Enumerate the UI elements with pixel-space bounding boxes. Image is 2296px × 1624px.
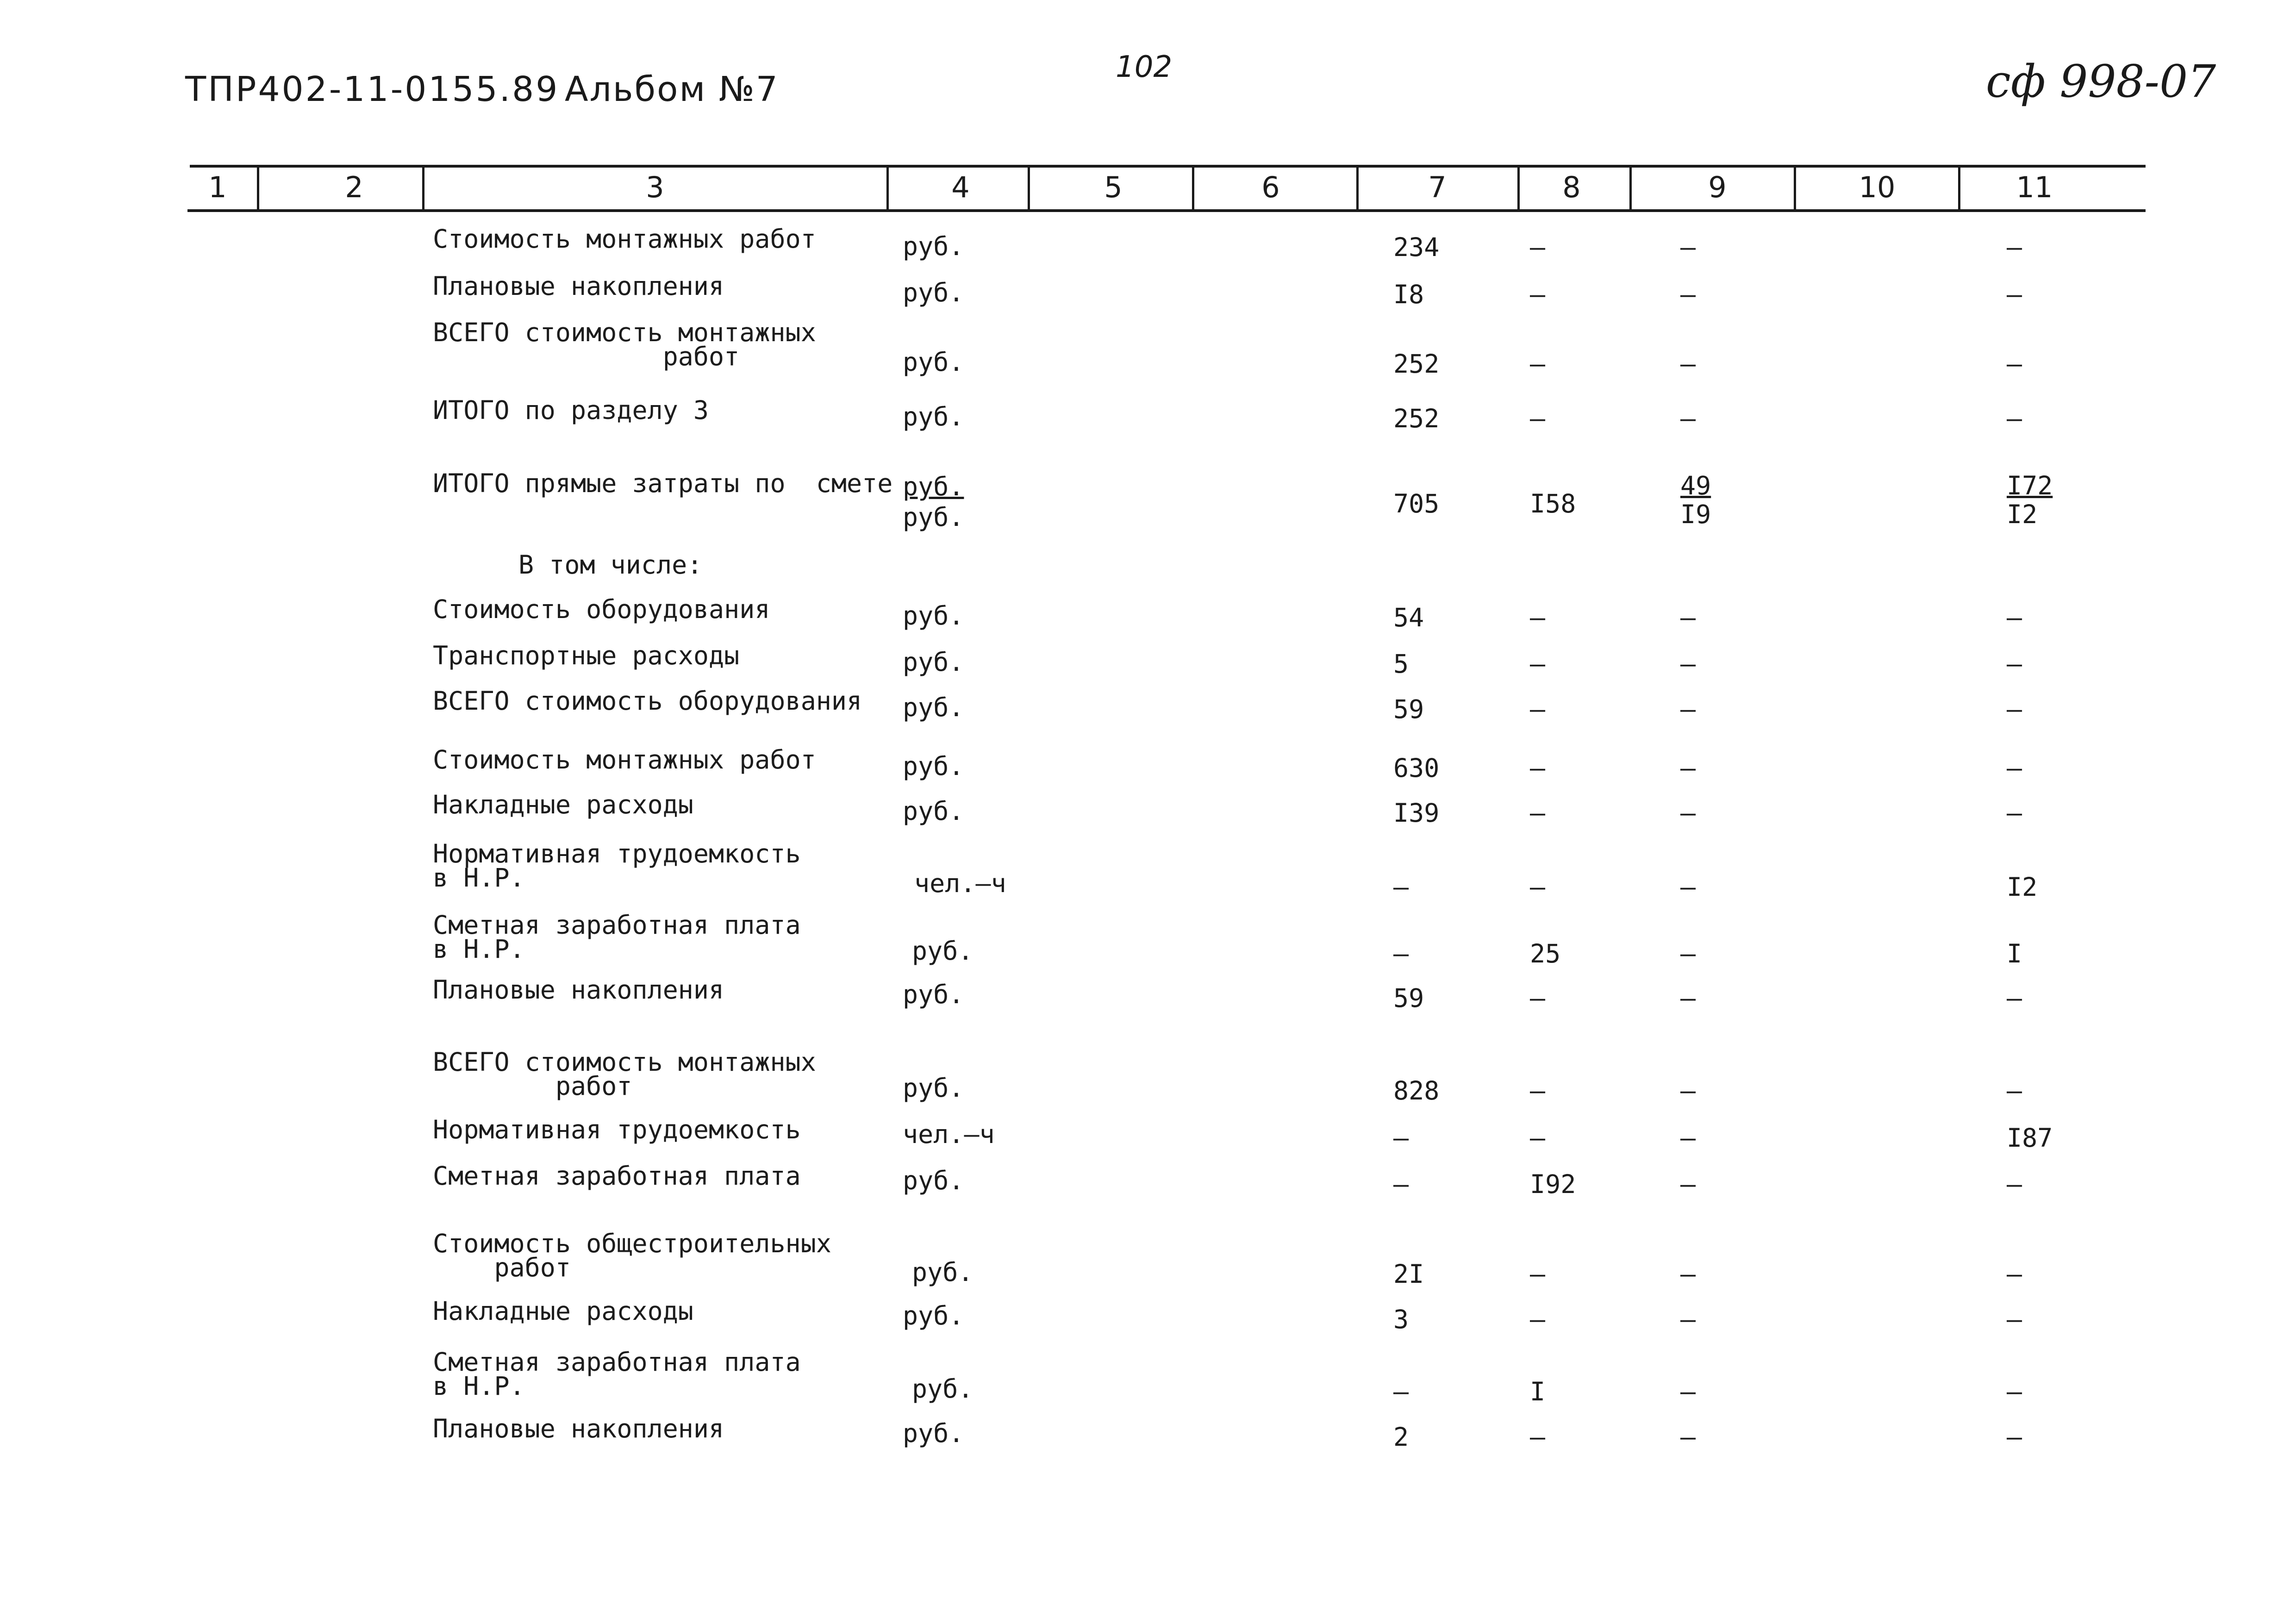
cell-col7: – [1393,1377,1409,1406]
row-description: ВСЕГО стоимость оборудования [433,686,862,716]
row-description: ВСЕГО стоимость монтажных работ [433,1047,816,1101]
cell-col8: – [1530,694,1546,724]
row-description: Сметная заработная плата [433,1161,801,1191]
row-unit: руб. [903,647,964,677]
cell-col7: 252 [1393,349,1440,379]
cell-col7: 234 [1393,232,1440,262]
cell-col8: – [1530,280,1546,309]
cell-col7: I39 [1393,798,1440,828]
row-unit: руб. [903,693,964,722]
row-description: Стоимость монтажных работ [433,224,816,254]
cell-col11: – [2007,280,2022,309]
subsection-note: В том числе: [518,550,703,580]
cell-col8: – [1530,1123,1546,1153]
row-unit: руб. [912,936,973,966]
row-unit: руб. [903,796,964,826]
fraction-numerator: 49 [1680,471,1711,500]
column-number-11: 11 [2016,170,2053,204]
column-divider [257,167,259,211]
cell-col9: – [1680,1169,1696,1199]
album-label: Альбом №7 [565,69,779,109]
cell-col8: – [1530,753,1546,783]
cell-col8: I [1530,1377,1546,1406]
column-number-1: 1 [208,170,227,204]
table-header-top-rule [190,165,2146,168]
row-description: Плановые накопления [433,1414,724,1443]
cell-col11: – [2007,1076,2022,1106]
row-unit-top: руб. [903,472,964,501]
row-unit: руб. [903,751,964,781]
column-divider [1517,167,1520,211]
cell-col8: I92 [1530,1169,1576,1199]
cell-col11: – [2007,349,2022,379]
cell-col8: – [1530,1422,1546,1452]
column-divider [1629,167,1632,211]
row-unit: чел.–ч [903,1119,995,1149]
cell-col8: – [1530,404,1546,433]
cell-col9: – [1680,603,1696,632]
column-divider [1192,167,1194,211]
fraction-denominator: I2 [2007,500,2038,529]
row-description: Стоимость общестроительных работ [433,1229,831,1282]
row-description: Плановые накопления [433,975,724,1005]
cell-col8: – [1530,983,1546,1013]
cell-col9: – [1680,983,1696,1013]
column-divider [1794,167,1796,211]
row-unit: руб. [903,1418,964,1448]
fraction-numerator: I72 [2007,471,2053,500]
row-description: Нормативная трудоемкость [433,1115,801,1144]
row-description: ИТОГО прямые затраты по смете [433,468,893,498]
cell-col9: – [1680,694,1696,724]
row-description: Сметная заработная плата в Н.Р. [433,1347,801,1401]
cell-col8: – [1530,603,1546,632]
row-unit: руб. [903,601,964,631]
cell-col7: 828 [1393,1076,1440,1106]
cell-col11: – [2007,649,2022,679]
cell-col11: – [2007,1259,2022,1289]
fraction-denominator: I9 [1680,500,1711,529]
cell-col9: – [1680,1305,1696,1334]
row-unit [903,471,964,532]
cell-col8: – [1530,649,1546,679]
cell-col11: – [2007,798,2022,828]
cell-col9: – [1680,753,1696,783]
cell-col8: – [1530,349,1546,379]
cell-col7: – [1393,939,1409,968]
cell-col9: – [1680,349,1696,379]
cell-col11: – [2007,232,2022,262]
cell-col9: – [1680,1377,1696,1406]
cell-col9: – [1680,1076,1696,1106]
column-number-7: 7 [1428,170,1447,204]
cell-col7: 3 [1393,1305,1409,1334]
row-unit: руб. [903,1073,964,1103]
cell-col7: 5 [1393,649,1409,679]
row-unit: руб. [912,1257,973,1287]
cell-col7: – [1393,1123,1409,1153]
cell-col9: – [1680,872,1696,902]
cell-col11: – [2007,1422,2022,1452]
row-description: Стоимость оборудования [433,594,770,624]
row-description: Накладные расходы [433,790,693,819]
cell-col7: 630 [1393,753,1440,783]
column-divider [1958,167,1960,211]
cell-col11: – [2007,1377,2022,1406]
cell-col8: – [1530,872,1546,902]
cell-col7: 59 [1393,983,1424,1013]
cell-col11: – [2007,603,2022,632]
cell-col7: 54 [1393,603,1424,632]
cell-col9-fraction [1680,471,1711,529]
row-description: Транспортные расходы [433,641,740,670]
cell-col7: 705 [1393,489,1440,518]
cell-col9: – [1680,939,1696,968]
cell-col7: 252 [1393,404,1440,433]
cell-col11: – [2007,1169,2022,1199]
cell-col11: I2 [2007,872,2038,902]
row-unit: руб. [903,402,964,431]
document-code: ТПР402-11-0155.89 [185,69,560,109]
cell-col11: – [2007,694,2022,724]
column-number-5: 5 [1104,170,1123,204]
column-number-8: 8 [1562,170,1581,204]
reference-code: сф 998-07 [1986,56,2216,107]
row-unit: руб. [903,231,964,261]
cell-col11-fraction [2007,471,2053,529]
cell-col9: – [1680,280,1696,309]
cell-col11: – [2007,983,2022,1013]
row-description: Стоимость монтажных работ [433,745,816,775]
column-divider [1356,167,1359,211]
row-description: Плановые накопления [433,271,724,301]
row-unit: руб. [903,1166,964,1195]
page-number: 102 [1116,50,1173,84]
row-unit: руб. [903,1301,964,1330]
cell-col7: – [1393,1169,1409,1199]
row-unit-bottom: руб. [903,502,964,532]
cell-col7: – [1393,872,1409,902]
cell-col11: I87 [2007,1123,2053,1153]
column-number-10: 10 [1859,170,1896,204]
row-unit: руб. [903,980,964,1009]
cell-col8: – [1530,1259,1546,1289]
column-number-9: 9 [1708,170,1727,204]
row-description: Сметная заработная плата в Н.Р. [433,910,801,964]
cell-col8: 25 [1530,939,1561,968]
cell-col9: – [1680,1422,1696,1452]
column-divider [422,167,424,211]
cell-col11: – [2007,753,2022,783]
row-unit: руб. [903,278,964,307]
cell-col9: – [1680,1259,1696,1289]
row-unit: руб. [903,347,964,377]
cell-col8: – [1530,798,1546,828]
cell-col7: I8 [1393,280,1424,309]
column-divider [1028,167,1030,211]
column-number-4: 4 [951,170,970,204]
cell-col8: I58 [1530,489,1576,518]
cell-col8: – [1530,1076,1546,1106]
column-number-2: 2 [345,170,363,204]
cell-col11: I [2007,939,2022,968]
cell-col9: – [1680,404,1696,433]
column-divider [886,167,889,211]
cell-col7: 2 [1393,1422,1409,1452]
column-number-3: 3 [646,170,664,204]
column-number-6: 6 [1261,170,1280,204]
row-description: ИТОГО по разделу 3 [433,395,709,425]
cell-col8: – [1530,1305,1546,1334]
cell-col11: – [2007,1305,2022,1334]
row-description: Накладные расходы [433,1296,693,1326]
row-description: ВСЕГО стоимость монтажных работ [433,318,816,371]
row-description: Нормативная трудоемкость в Н.Р. [433,839,801,893]
cell-col7: 59 [1393,694,1424,724]
cell-col9: – [1680,649,1696,679]
cell-col11: – [2007,404,2022,433]
cell-col8: – [1530,232,1546,262]
cell-col9: – [1680,1123,1696,1153]
cell-col7: 2I [1393,1259,1424,1289]
row-unit: чел.–ч [914,868,1006,898]
row-unit: руб. [912,1374,973,1404]
cell-col9: – [1680,798,1696,828]
cell-col9: – [1680,232,1696,262]
table-header-bottom-rule [187,209,2146,212]
